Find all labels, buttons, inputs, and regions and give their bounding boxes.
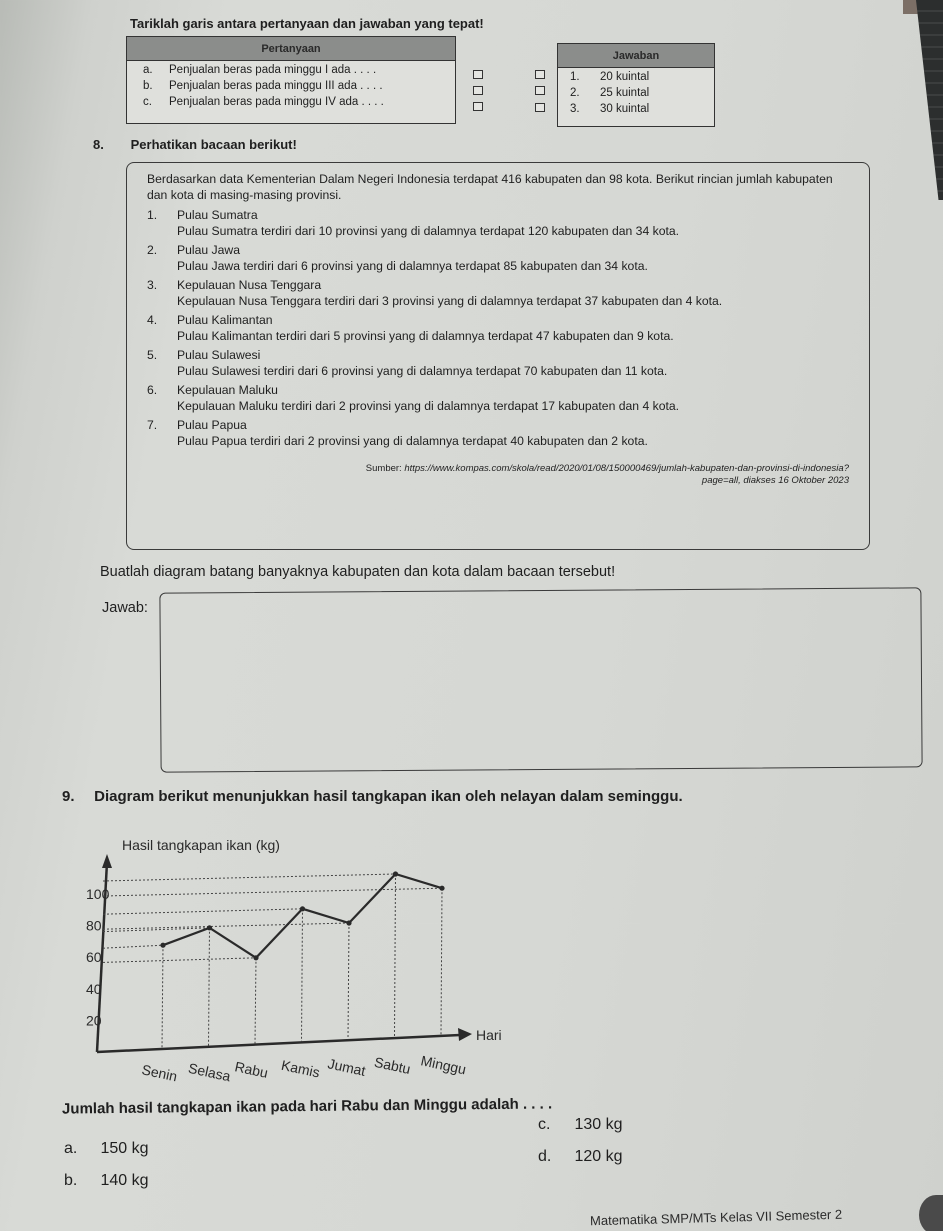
guide-line-horizontal <box>103 874 396 881</box>
source-url[interactable]: https://www.kompas.com/skola/read/2020/01/08/150000469/jumlah-kabupaten-dan-provinsi-di-indonesia? <box>404 463 849 474</box>
question-9-heading <box>62 788 683 805</box>
item-description: Pulau Sulawesi terdiri dari 6 provinsi yang di dalamnya terdapat 70 kabupaten dan 11 kota. <box>177 364 668 378</box>
item-title: Kepulauan Nusa Tenggara <box>177 278 322 292</box>
item-title: Pulau Kalimantan <box>177 313 273 327</box>
question-row <box>127 79 455 93</box>
question-number: 8. <box>93 137 104 152</box>
option-letter: b. <box>64 1172 78 1189</box>
answer-box[interactable] <box>159 587 922 772</box>
question-title: Perhatikan bacaan berikut! <box>130 137 297 152</box>
matching-instruction: Tariklah garis antara pertanyaan dan jawaban yang tepat! <box>130 16 484 31</box>
questions-table <box>126 36 456 124</box>
option-letter: a. <box>64 1140 78 1157</box>
answer-3-connector-box[interactable] <box>535 103 545 112</box>
guide-line-horizontal <box>103 923 349 929</box>
guide-line-vertical <box>255 958 256 1044</box>
question-text: Penjualan beras pada minggu III ada . . . . <box>169 80 383 92</box>
answer-text: 30 kuintal <box>600 103 650 115</box>
item-number: 6. <box>147 383 158 397</box>
item-description: Pulau Sumatra terdiri dari 10 provinsi yang di dalamnya terdapat 120 kabupaten dan 34 kota. <box>177 224 680 238</box>
passage-item <box>147 347 869 363</box>
item-number: 2. <box>147 243 158 257</box>
question-9-prompt: Jumlah hasil tangkapan ikan pada hari Rabu dan Minggu adalah . . . . <box>61 1095 553 1118</box>
y-axis-arrow-icon <box>102 854 112 868</box>
option-c[interactable] <box>538 1116 623 1134</box>
data-point <box>439 886 444 891</box>
passage-item <box>147 242 869 258</box>
guide-line-vertical <box>209 928 210 1046</box>
guide-line-horizontal <box>103 928 210 932</box>
page-edge-shadow <box>913 0 943 200</box>
questions-header: Pertanyaan <box>127 37 455 61</box>
guide-line-horizontal <box>103 958 256 963</box>
item-description: Pulau Papua terdiri dari 2 provinsi yang di dalamnya terdapat 40 kabupaten dan 2 kota. <box>177 434 648 448</box>
option-d[interactable] <box>538 1148 623 1166</box>
question-a-connector-box[interactable] <box>473 70 483 79</box>
question-label: b. <box>143 80 153 92</box>
answer-label: Jawab: <box>102 600 148 616</box>
line-chart-svg <box>80 830 520 1090</box>
question-row <box>127 95 455 109</box>
guide-line-vertical <box>395 874 396 1037</box>
passage-item <box>147 277 869 293</box>
x-axis <box>97 1035 460 1052</box>
data-point <box>207 925 212 930</box>
x-tick-label: Selasa <box>186 1059 233 1085</box>
answer-row <box>558 86 714 100</box>
guide-line-vertical <box>441 888 442 1034</box>
chart-body <box>86 854 472 1084</box>
x-tick-label: Minggu <box>419 1052 468 1078</box>
answer-2-connector-box[interactable] <box>535 86 545 95</box>
answer-text: 20 kuintal <box>600 71 650 83</box>
answer-label: 3. <box>570 103 580 115</box>
option-text: 150 kg <box>100 1140 149 1157</box>
source-label: Sumber: <box>365 463 402 474</box>
item-title: Pulau Sulawesi <box>177 348 261 362</box>
x-tick-label: Senin <box>140 1061 179 1085</box>
item-description: Pulau Jawa terdiri dari 6 provinsi yang di dalamnya terdapat 85 kabupaten dan 34 kota. <box>177 259 648 273</box>
footer-decoration-icon <box>919 1195 943 1231</box>
passage-intro: Berdasarkan data Kementerian Dalam Negeri Indonesia terdapat 416 kabupaten dan 98 kota. Berikut rincian jumlah kabupaten dan kota di masing-masing provinsi. <box>147 172 833 202</box>
y-tick-label: 60 <box>86 949 102 966</box>
option-letter: c. <box>538 1116 551 1133</box>
option-b[interactable] <box>64 1172 149 1190</box>
option-a[interactable] <box>64 1140 149 1158</box>
item-number: 4. <box>147 313 158 327</box>
x-tick-label: Jumat <box>326 1055 367 1079</box>
answer-text: 25 kuintal <box>600 87 650 99</box>
question-title: Diagram berikut menunjukkan hasil tangkapan ikan oleh nelayan dalam seminggu. <box>94 788 683 805</box>
item-title: Pulau Papua <box>177 418 247 432</box>
passage-item <box>147 417 869 433</box>
y-tick-label: 20 <box>86 1012 102 1029</box>
answer-row <box>558 70 714 84</box>
source-citation <box>147 463 869 487</box>
question-8-task: Buatlah diagram batang banyaknya kabupaten dan kota dalam bacaan tersebut! <box>100 564 616 580</box>
data-point <box>300 906 305 911</box>
option-text: 140 kg <box>100 1172 149 1189</box>
question-row <box>127 63 455 77</box>
question-text: Penjualan beras pada minggu IV ada . . . . <box>169 96 384 108</box>
page-footer: Matematika SMP/MTs Kelas VII Semester 2 <box>589 1206 843 1229</box>
item-title: Kepulauan Maluku <box>177 383 278 397</box>
reading-passage-box <box>126 162 870 550</box>
x-tick-label: Sabtu <box>372 1053 412 1078</box>
question-text: Penjualan beras pada minggu I ada . . . . <box>169 64 377 76</box>
question-label: a. <box>143 64 153 76</box>
guide-line-horizontal <box>103 909 303 914</box>
guide-line-vertical <box>348 923 349 1039</box>
option-text: 120 kg <box>574 1148 623 1165</box>
question-b-connector-box[interactable] <box>473 86 483 95</box>
passage-item <box>147 312 869 328</box>
item-description: Pulau Kalimantan terdiri dari 5 provinsi yang di dalamnya terdapat 47 kabupaten dan 9 kota. <box>177 329 674 343</box>
answer-row <box>558 102 714 116</box>
data-point <box>393 871 398 876</box>
y-tick-label: 80 <box>86 917 102 934</box>
x-tick-label: Kamis <box>279 1056 322 1081</box>
data-point <box>346 920 351 925</box>
option-letter: d. <box>538 1148 552 1165</box>
guide-line-vertical <box>162 945 163 1048</box>
fish-catch-line-chart <box>80 830 520 1090</box>
x-axis-label: Hari <box>476 1027 502 1043</box>
guide-line-vertical <box>302 909 303 1042</box>
item-title: Pulau Jawa <box>177 243 241 257</box>
x-tick-label: Rabu <box>233 1058 270 1081</box>
answer-label: 1. <box>570 71 580 83</box>
data-point <box>160 943 165 948</box>
answer-1-connector-box[interactable] <box>535 70 545 79</box>
y-tick-label: 100 <box>86 886 110 902</box>
item-description: Kepulauan Maluku terdiri dari 2 provinsi yang di dalamnya terdapat 17 kabupaten dan 4 kota. <box>177 399 680 413</box>
question-c-connector-box[interactable] <box>473 102 483 111</box>
item-number: 3. <box>147 278 158 292</box>
question-8-heading <box>93 137 297 152</box>
guide-line-horizontal <box>103 945 163 948</box>
question-label: c. <box>143 96 152 108</box>
source-access-date: page=all, diakses 16 Oktober 2023 <box>701 475 849 486</box>
answers-header: Jawaban <box>558 44 714 68</box>
y-axis-label: Hasil tangkapan ikan (kg) <box>122 837 280 853</box>
item-number: 5. <box>147 348 158 362</box>
answer-label: 2. <box>570 87 580 99</box>
item-number: 1. <box>147 208 158 222</box>
option-text: 130 kg <box>574 1116 623 1133</box>
guide-line-horizontal <box>103 888 442 896</box>
x-axis-arrow-icon <box>458 1028 472 1041</box>
question-number: 9. <box>62 788 75 805</box>
y-tick-label: 40 <box>86 980 102 997</box>
passage-item <box>147 207 869 223</box>
passage-item <box>147 382 869 398</box>
data-point <box>253 955 258 960</box>
item-description: Kepulauan Nusa Tenggara terdiri dari 3 provinsi yang di dalamnya terdapat 37 kabupaten dan 4 kota. <box>177 294 723 308</box>
item-title: Pulau Sumatra <box>177 208 258 222</box>
item-number: 7. <box>147 418 158 432</box>
answers-table <box>557 43 715 127</box>
